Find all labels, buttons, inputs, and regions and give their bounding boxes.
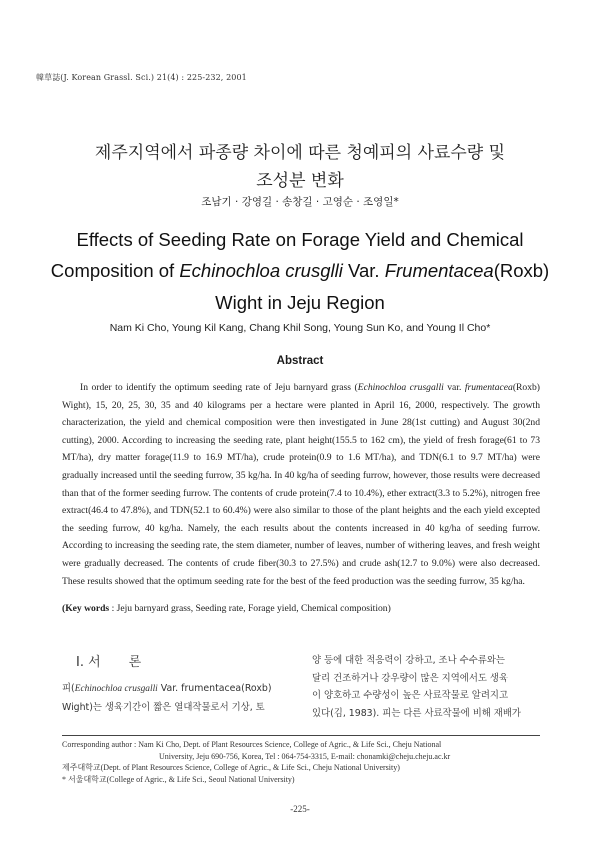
left-column-line [62,680,302,699]
korean-title-line-2: 조성분 변화 [256,171,344,191]
title-text: Var. [342,260,385,281]
section-title: 론 [128,655,142,670]
footnote-corresponding-author-cont: University, Jeju 690-756, Korea, Tel : 064-754-3315, E-mail: chonamki@cheju.cheju.ac.kr [159,751,451,761]
footnote-affiliation-1: 제주대학교(Dept. of Plant Resources Science, College of Agric., & Life Sci., Cheju National University) [62,763,400,773]
abstract-variety-italic: frumentacea [464,382,513,393]
title-species-italic: Echinochloa crusglli [179,260,343,281]
footnote-affiliation-2: * 서울대학교(College of Agric., & Life Sci., Seoul National University) [62,774,295,784]
abstract-text: var. [443,382,465,393]
species-italic: Echinochloa crusgalli [74,684,158,694]
left-column-line: Wight)는 생육기간이 짧은 열대작물로서 기상, 토 [62,701,265,713]
abstract-text: (Roxb) Wight), 15, 20, 25, 30, 35 and 40 kilograms per a hectare were planted in April 16, 2000, respectively. The growth characterization, the yield and chemical composition were then investigated in June 28(1st cutting) and August 30(2nd cutting), 2000. According to increasing the seeding rate, plant height(155.5 to 162 cm), the yield of fresh forage(61 to 73 MT/ha), dry matter forage(11.9 to 16.9 MT/ha), crude protein(0.9 to 1.6 MT/ha), and TDN(6.1 to 9.7 MT/ha) were gradually increased until the seeding furrow, 35 kg/ha. In 40 kg/ha of seeding furrow, however, those results were decreased than that of the former seeding furrow. The contents of crude protein(7.4 to 10.4%), ether extract(3.3 to 5.2%), nitrogen free extract(46.4 to 47.8%), and TDN(52.1 to 60.4%) were also similar to those of the plant heights and the each yield excepted the seeding furrow, 40 kg/ha. Namely, the each results about the contents increased in 40 kg/ha of seeding furrow. According to increasing the seeding rate, the stem diameter, number of leaves, number of withering leaves, and fresh weight were gradually decreased. The contents of crude fiber(30.3 to 27.5%) and crude ash(12.7 to 9.0%) were also decreased. These results showed that the optimum seeding rate for the best of the feed production was the seeding furrow, 35 kg/ha. [62,382,540,587]
abstract-body [62,379,540,590]
title-text: Composition of [50,260,180,281]
title-text: (Roxb) [493,260,550,281]
left-column-text [62,680,302,716]
english-title-line-3: Wight in Jeju Region [215,292,385,313]
footnotes [62,739,540,785]
text-fragment: 피( [62,683,75,694]
korean-authors: 조남기 · 강영길 · 송창길 · 고영순 · 조영일* [201,196,399,208]
right-column-line: 양 등에 대한 적응력이 강하고, 조나 수수류와는 [312,655,505,666]
section-number: I. 서 [76,655,101,670]
korean-title-line-1: 제주지역에서 파종량 차이에 따른 청예피의 사료수량 및 [94,143,506,163]
title-variety-italic: Frumentacea [384,260,494,281]
right-column-line: 이 양호하고 수량성이 높은 사료작물로 알려지고 [312,690,509,701]
keywords [62,603,540,614]
right-column-line: 있다(김, 1983). 피는 다른 사료작물에 비해 재배가 [312,707,521,719]
page-number: -225- [290,804,310,814]
section-heading-introduction [76,651,141,670]
abstract-text: In order to identify the optimum seeding rate of Jeju barnyard grass ( [80,382,358,393]
footnote-corresponding-author: Corresponding author : Nam Ki Cho, Dept. of Plant Resources Science, College of Agric., & Life Sci., Cheju National [62,740,442,749]
text-fragment: Var. frumentacea(Roxb) [157,683,272,694]
english-title-line-2 [0,260,600,282]
journal-reference: 韓草誌(J. Korean Grassl. Sci.) 21(4) : 225-232, 2001 [36,73,247,82]
keywords-label: (Key words [62,603,110,614]
right-column-line: 달리 건조하거나 강우량이 많은 지역에서도 생육 [312,672,509,684]
english-title-line-1: Effects of Seeding Rate on Forage Yield and Chemical [76,229,524,250]
abstract-species-italic: Echinochloa crusgalli [357,382,444,393]
english-authors: Nam Ki Cho, Young Kil Kang, Chang Khil Song, Young Sun Ko, and Young Il Cho* [109,322,491,334]
footnote-divider [62,735,540,736]
abstract-heading: Abstract [276,355,324,367]
keywords-text: : Jeju barnyard grass, Seeding rate, Forage yield, Chemical composition) [109,603,391,614]
right-column-text [312,652,540,722]
